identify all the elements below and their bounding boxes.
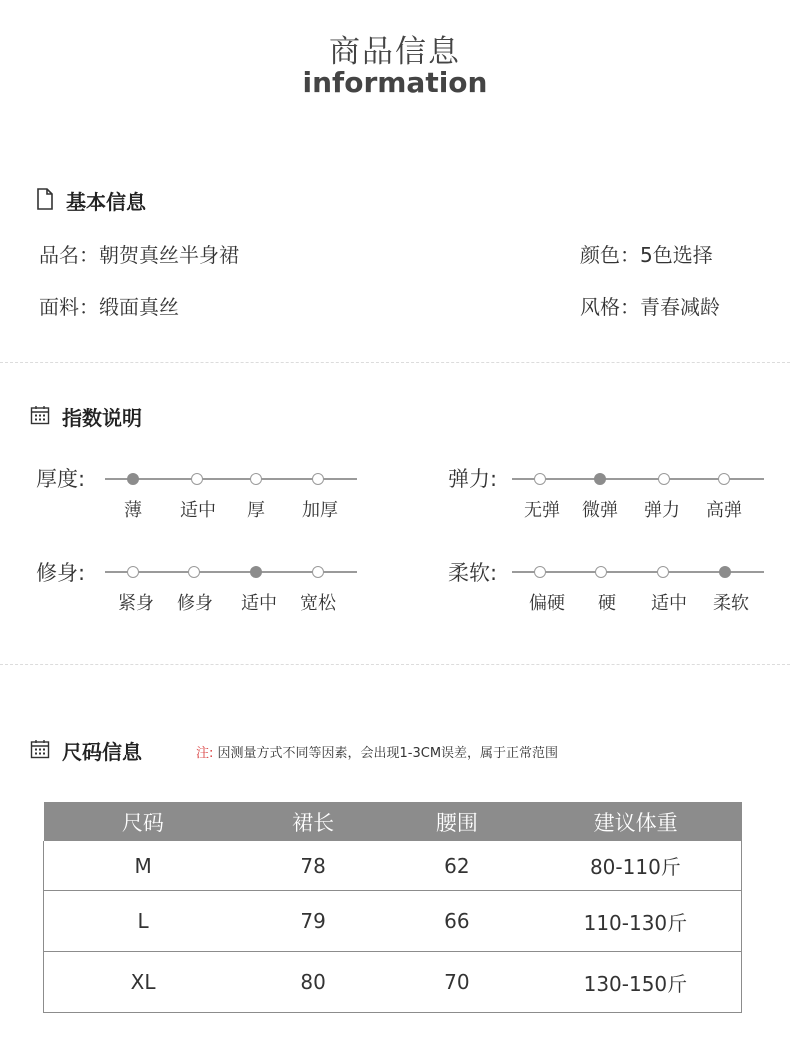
index-option: 弹力 — [644, 500, 680, 521]
section-basic-title: 基本信息 — [66, 190, 146, 214]
index-option: 适中 — [241, 593, 277, 614]
page-title: 商品信息 — [329, 34, 461, 70]
table-row — [44, 841, 742, 891]
table-cell: M — [44, 841, 243, 891]
index-option: 修身 — [177, 593, 213, 614]
section-size-header — [30, 736, 142, 765]
document-icon — [36, 188, 54, 214]
index-dot — [188, 566, 200, 578]
table-cell: XL — [44, 952, 243, 1013]
column-header: 尺码 — [44, 802, 243, 841]
index-dot — [312, 566, 324, 578]
section-size-title: 尺码信息 — [62, 740, 142, 764]
size-table — [43, 802, 742, 1013]
column-header: 建议体重 — [530, 802, 742, 841]
index-option: 厚 — [247, 500, 265, 521]
info-label: 颜色： — [580, 243, 640, 267]
index-dot — [658, 473, 670, 485]
info-label: 风格： — [580, 295, 640, 319]
table-cell: 78 — [242, 841, 384, 891]
info-value: 朝贺真丝半身裙 — [99, 243, 239, 267]
table-cell: 66 — [384, 891, 530, 952]
index-dot — [312, 473, 324, 485]
page-subtitle: information — [302, 66, 488, 99]
index-option: 无弹 — [524, 500, 560, 521]
table-cell: 79 — [242, 891, 384, 952]
info-value: 青春减龄 — [640, 295, 720, 319]
note-text: 因测量方式不同等因素，会出现1-3CM误差，属于正常范围 — [217, 746, 559, 761]
info-label: 面料： — [39, 295, 99, 319]
size-note — [196, 742, 558, 761]
calendar-icon — [30, 739, 50, 763]
section-index-title: 指数说明 — [62, 406, 142, 430]
info-fabric — [39, 291, 179, 320]
table-cell: 70 — [384, 952, 530, 1013]
calendar-icon — [30, 405, 50, 429]
table-row — [44, 891, 742, 952]
index-dot — [718, 473, 730, 485]
note-prefix: 注: — [196, 746, 214, 761]
index-dot — [534, 473, 546, 485]
divider — [0, 664, 790, 665]
index-dot-selected — [250, 566, 262, 578]
info-color — [580, 239, 713, 268]
table-cell: 62 — [384, 841, 530, 891]
index-dot-selected — [719, 566, 731, 578]
divider — [0, 362, 790, 363]
index-option: 微弹 — [582, 500, 618, 521]
index-label: 弹力: — [448, 467, 498, 491]
info-value: 5色选择 — [640, 243, 713, 267]
info-label: 品名： — [39, 243, 99, 267]
table-row — [44, 952, 742, 1013]
info-name — [39, 239, 239, 268]
index-option: 紧身 — [118, 593, 154, 614]
index-dot — [250, 473, 262, 485]
index-dot — [657, 566, 669, 578]
table-cell: 80-110斤 — [530, 841, 742, 891]
index-option: 加厚 — [302, 500, 338, 521]
index-label: 厚度: — [36, 467, 86, 491]
index-option: 硬 — [598, 593, 616, 614]
index-option: 薄 — [124, 500, 142, 521]
table-cell: 110-130斤 — [530, 891, 742, 952]
index-option: 适中 — [651, 593, 687, 614]
index-dot — [191, 473, 203, 485]
index-option: 宽松 — [300, 593, 336, 614]
section-basic-header — [36, 186, 146, 215]
index-option: 适中 — [180, 500, 216, 521]
table-header-row — [44, 802, 742, 841]
section-index-header — [30, 402, 142, 431]
column-header: 裙长 — [242, 802, 384, 841]
info-style — [580, 291, 720, 320]
index-dot — [595, 566, 607, 578]
index-dot — [534, 566, 546, 578]
table-cell: 80 — [242, 952, 384, 1013]
index-option: 高弹 — [706, 500, 742, 521]
info-value: 缎面真丝 — [99, 295, 179, 319]
index-label: 柔软: — [448, 561, 498, 585]
index-option: 柔软 — [713, 593, 749, 614]
index-label: 修身: — [36, 561, 86, 585]
index-dot-selected — [594, 473, 606, 485]
table-cell: 130-150斤 — [530, 952, 742, 1013]
index-dot — [127, 566, 139, 578]
column-header: 腰围 — [384, 802, 530, 841]
index-dot-selected — [127, 473, 139, 485]
table-cell: L — [44, 891, 243, 952]
index-option: 偏硬 — [529, 593, 565, 614]
